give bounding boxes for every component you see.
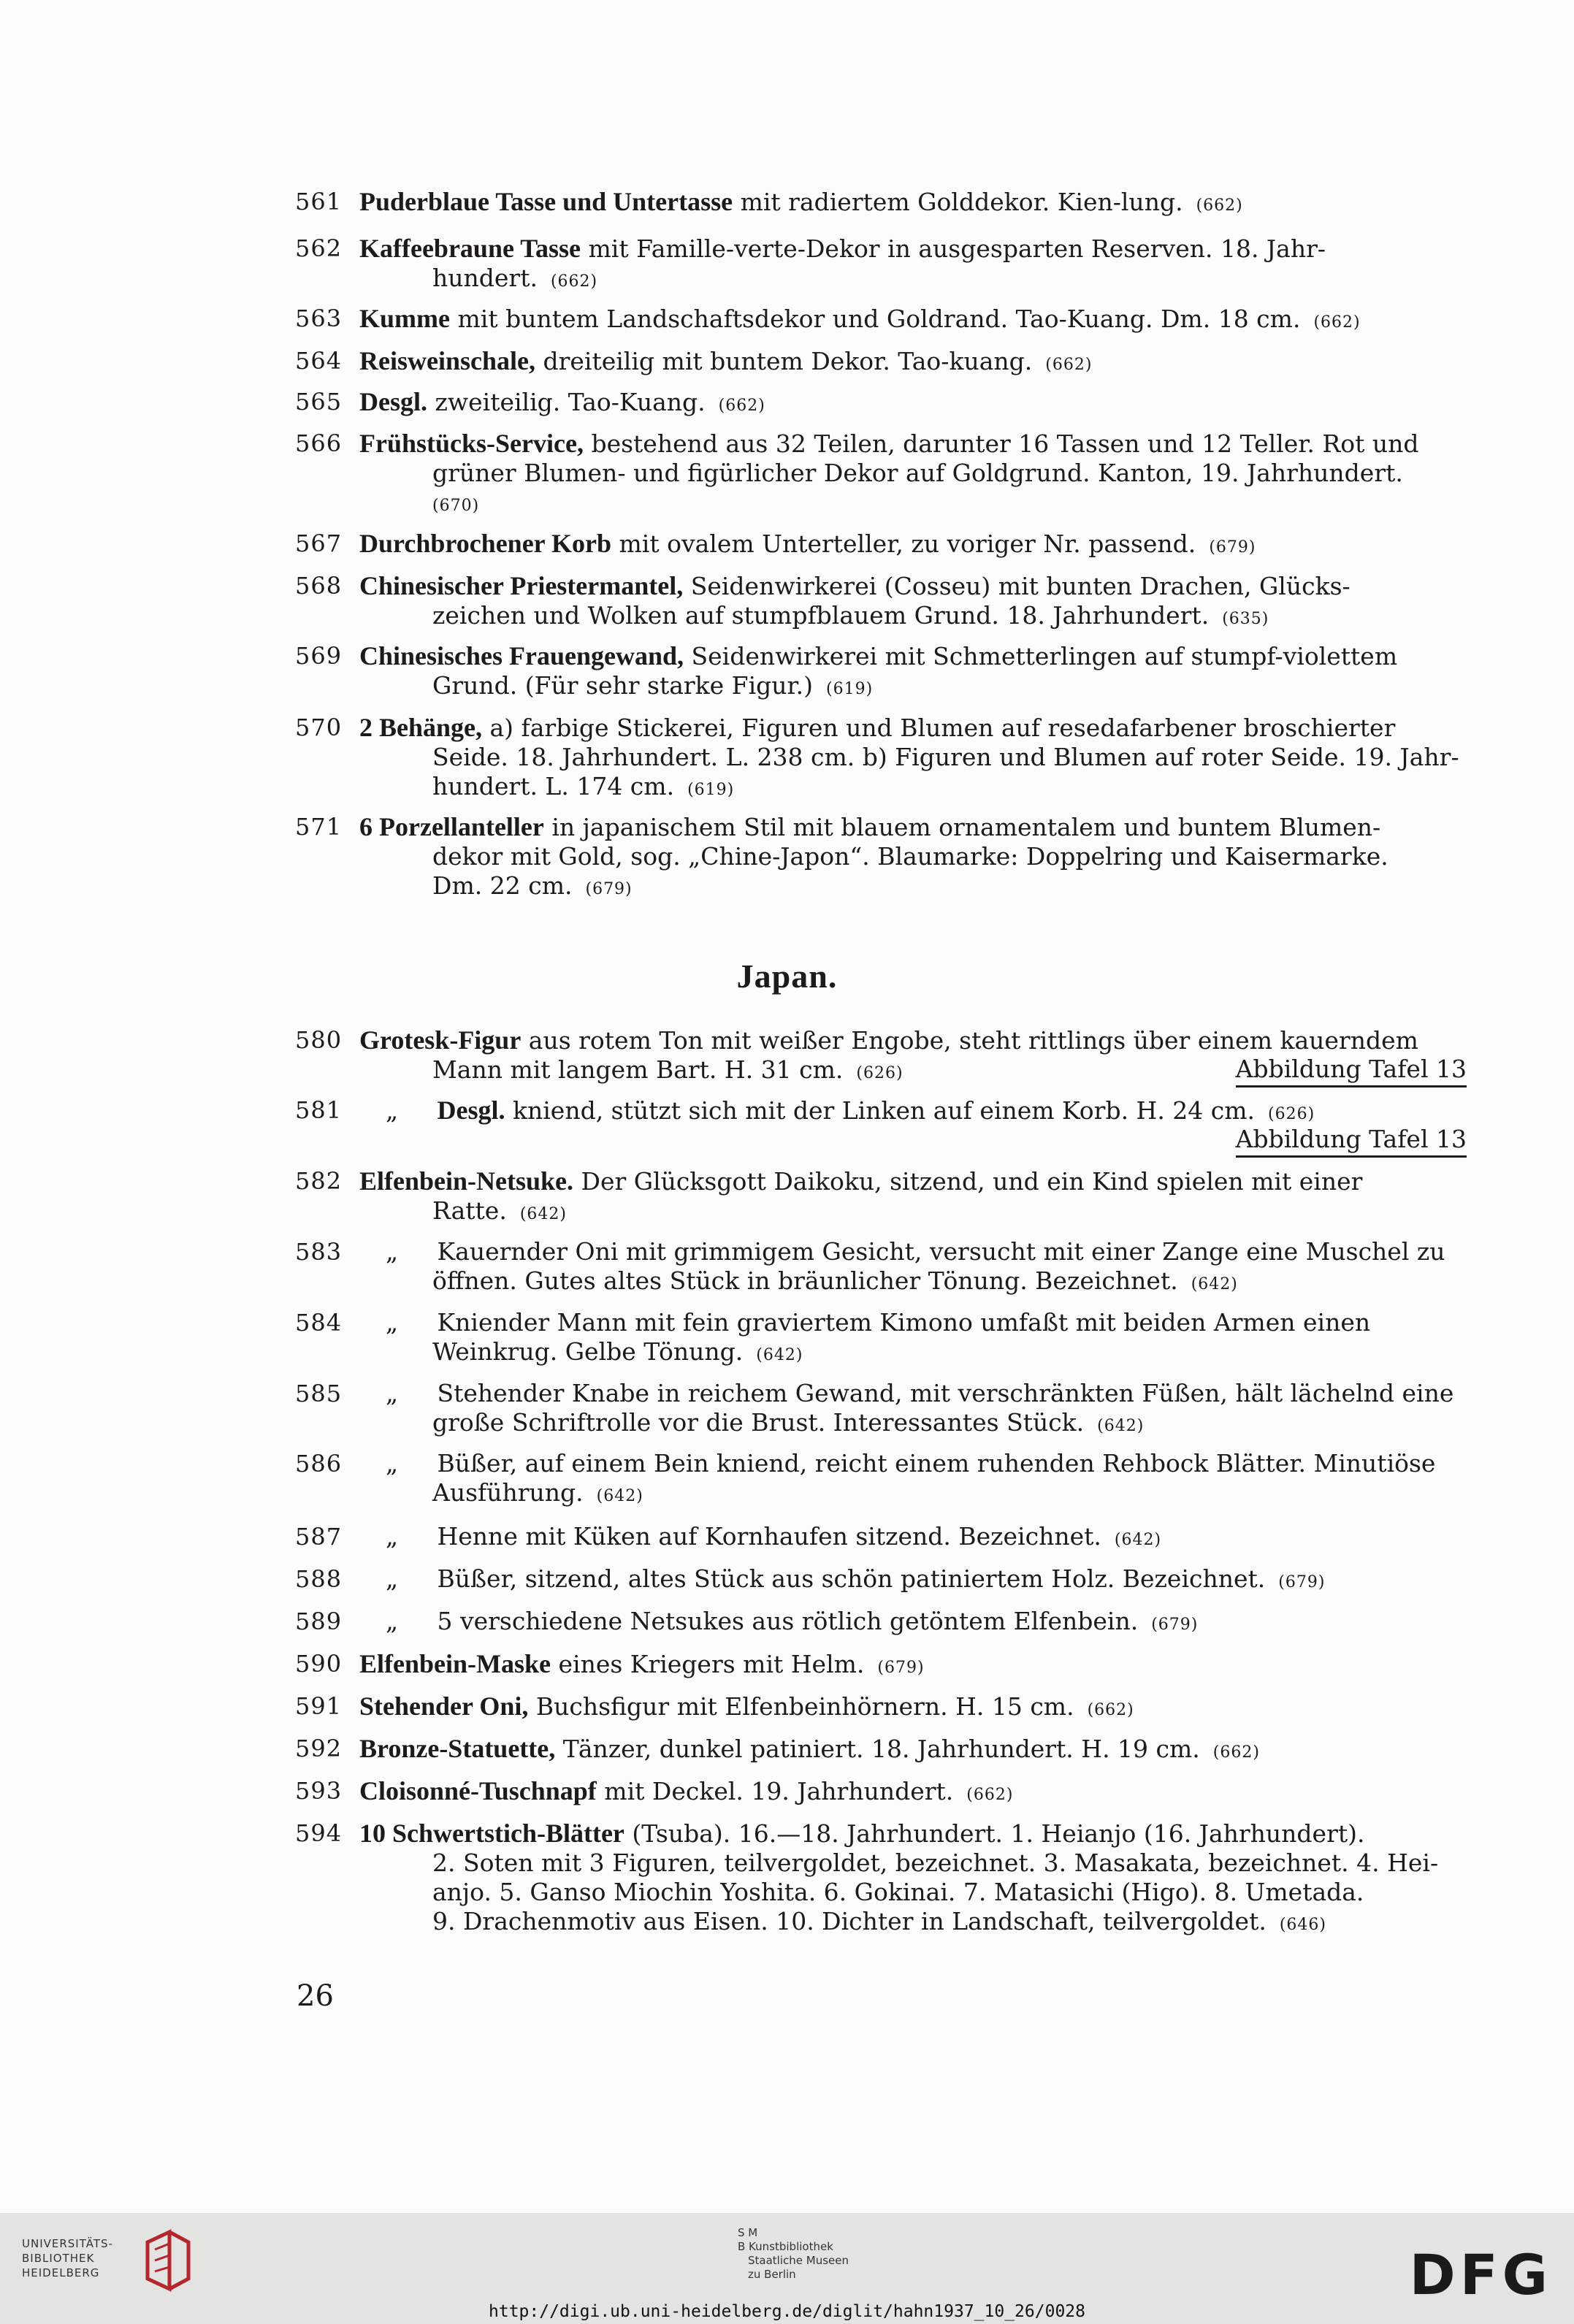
entry-text: Kumme mit buntem Landschaftsdekor und Goldrand. Tao-Kuang. Dm. 18 cm. (662)	[359, 304, 1361, 333]
ditto-mark: „	[386, 1096, 399, 1125]
entry-number: 567	[295, 530, 343, 557]
entry-number: 587	[295, 1523, 343, 1551]
section-title: Japan.	[736, 957, 838, 995]
university-emblem-icon	[140, 2228, 193, 2293]
entry-number: 580	[295, 1026, 343, 1054]
entry-text: Puderblaue Tasse und Untertasse mit radiertem Golddekor. Kien-lung. (662)	[359, 187, 1243, 216]
entry-number: 589	[295, 1608, 343, 1635]
entry-number: 588	[295, 1565, 343, 1593]
entry-text: Frühstücks-Service, bestehend aus 32 Teilen, darunter 16 Tassen und 12 Teller. Rot und grüner Blumen- und figürlicher Dekor auf Goldgrund. Kanton, 19. Jahrhundert. (670)	[359, 429, 1419, 515]
entry-text: „ Büßer, auf einem Bein kniend, reicht einem ruhenden Rehbock Blätter. Minutiöse Ausführung. (642)	[359, 1449, 1467, 1511]
ditto-mark: „	[386, 1308, 399, 1337]
entry-text: 2 Behänge, a) farbige Stickerei, Figuren und Blumen auf resedafarbener broschierter Seide. 18. Jahrhundert. L. 238 cm. b) Figuren und Blumen auf roter Seide. 19. Jahr- hundert. L. 174 cm. (619)	[359, 713, 1459, 800]
entry-number: 590	[295, 1650, 343, 1678]
entry-number: 562	[295, 234, 343, 262]
entry-text: „ Henne mit Küken auf Kornhaufen sitzend. Bezeichnet. (642)	[359, 1522, 1467, 1555]
ditto-mark: „	[386, 1449, 399, 1478]
entry-number: 594	[295, 1819, 343, 1847]
university-library-logo[interactable]: UNIVERSITÄTS- BIBLIOTHEK HEIDELBERG	[22, 2237, 113, 2279]
footer-bar	[0, 2213, 1574, 2324]
entry-number: 592	[295, 1735, 343, 1762]
entry-number: 582	[295, 1167, 343, 1195]
entry-number: 583	[295, 1238, 343, 1266]
entry-text: Elfenbein-Netsuke. Der Glücksgott Daikoku, sitzend, und ein Kind spielen mit einer Ratte. (642)	[359, 1166, 1363, 1225]
dfg-logo[interactable]: DFG	[1409, 2242, 1552, 2307]
page-number: 26	[297, 1979, 334, 2013]
ditto-mark: „	[386, 1607, 399, 1635]
entry-number: 586	[295, 1450, 343, 1478]
entry-text: Reisweinschale, dreiteilig mit buntem Dekor. Tao-kuang. (662)	[359, 346, 1093, 375]
entry-number: 584	[295, 1309, 343, 1337]
entry-text: 6 Porzellanteller in japanischem Stil mit blauem ornamentalem und buntem Blumen- dekor mit Gold, sog. „Chine-Japon“. Blaumarke: Doppelring und Kaisermarke. Dm. 22 cm. (679)	[359, 812, 1388, 900]
entry-text: „ Kniender Mann mit fein graviertem Kimono umfaßt mit beiden Armen einen Weinkrug. Gelbe Tönung. (642)	[359, 1308, 1467, 1370]
entry-text: „ Stehender Knabe in reichem Gewand, mit verschränkten Füßen, hält lächelnd eine große Schriftrolle vor die Brust. Interessantes Stück. (642)	[359, 1379, 1467, 1441]
entry-number: 569	[295, 642, 343, 670]
entry-number: 585	[295, 1380, 343, 1407]
entry-number: 563	[295, 305, 343, 332]
entry-number: 571	[295, 813, 343, 841]
illustration-reference: Abbildung Tafel 13	[1236, 1055, 1467, 1088]
ditto-mark: „	[386, 1564, 399, 1593]
ditto-mark: „	[386, 1522, 399, 1551]
entry-text: Kaffeebraune Tasse mit Famille-verte-Dekor in ausgesparten Reserven. 18. Jahr- hundert. (662)	[359, 234, 1326, 292]
entry-text: „ Büßer, sitzend, altes Stück aus schön patiniertem Holz. Bezeichnet. (679)	[359, 1564, 1467, 1597]
entry-text: 10 Schwertstich-Blätter (Tsuba). 16.—18. Jahrhundert. 1. Heianjo (16. Jahrhundert). 2. Soten mit 3 Figuren, teilvergoldet, bezeichnet. 3. Masakata, bezeichnet. 4. Hei- anjo. 5. Ganso Miochin Yoshita. 6. Gokinai. 7. Matasichi (Higo). 8. Umetada. 9. Drachenmotiv aus Eisen. 10. Dichter in Landschaft, teilvergoldet. (646)	[359, 1819, 1439, 1935]
entry-number: 591	[295, 1692, 343, 1720]
kunstbibliothek-logo[interactable]: S M B Kunstbibliothek Staatliche Museen zu Berlin	[738, 2226, 849, 2281]
entry-number: 561	[295, 188, 343, 215]
entry-number: 593	[295, 1777, 343, 1805]
entry-text: Bronze-Statuette, Tänzer, dunkel patiniert. 18. Jahrhundert. H. 19 cm. (662)	[359, 1734, 1260, 1763]
entry-number: 581	[295, 1096, 343, 1124]
entry-text: „ Kauernder Oni mit grimmigem Gesicht, versucht mit einer Zange eine Muschel zu öffnen. Gutes altes Stück in bräunlicher Tönung. Bezeichnet. (642)	[359, 1237, 1467, 1299]
ditto-mark: „	[386, 1379, 399, 1407]
entry-text: Cloisonné-Tuschnapf mit Deckel. 19. Jahrhundert. (662)	[359, 1776, 1014, 1805]
entry-text: Grotesk-Figur aus rotem Ton mit weißer Engobe, steht rittlings über einem kauerndem Mann mit langem Bart. H. 31 cm. (626)	[359, 1025, 1418, 1084]
entry-text: Stehender Oni, Buchsfigur mit Elfenbeinhörnern. H. 15 cm. (662)	[359, 1692, 1134, 1721]
entry-text: „ 5 verschiedene Netsukes aus rötlich getöntem Elfenbein. (679)	[359, 1607, 1467, 1640]
illustration-reference: Abbildung Tafel 13	[1236, 1125, 1467, 1158]
entry-number: 565	[295, 388, 343, 416]
entry-text: Elfenbein-Maske eines Kriegers mit Helm. (679)	[359, 1649, 925, 1678]
permalink-url[interactable]: http://digi.ub.uni-heidelberg.de/diglit/hahn1937_10_26/0028	[489, 2302, 1085, 2321]
entry-text: „ Desgl. kniend, stützt sich mit der Linken auf einem Korb. H. 24 cm. (626)	[359, 1096, 1467, 1129]
entry-text: Durchbrochener Korb mit ovalem Unterteller, zu voriger Nr. passend. (679)	[359, 529, 1256, 558]
entry-number: 568	[295, 572, 343, 600]
ditto-mark: „	[386, 1237, 399, 1266]
entry-number: 566	[295, 429, 343, 457]
entry-text: Desgl. zweiteilig. Tao-Kuang. (662)	[359, 387, 765, 416]
entry-text: Chinesischer Priestermantel, Seidenwirkerei (Cosseu) mit bunten Drachen, Glücks- zeichen und Wolken auf stumpfblauem Grund. 18. Jahrhundert. (635)	[359, 571, 1350, 630]
entry-text: Chinesisches Frauengewand, Seidenwirkerei mit Schmetterlingen auf stumpf-violettem Grund. (Für sehr starke Figur.) (619)	[359, 641, 1398, 700]
entry-number: 564	[295, 347, 343, 375]
entry-number: 570	[295, 714, 343, 741]
